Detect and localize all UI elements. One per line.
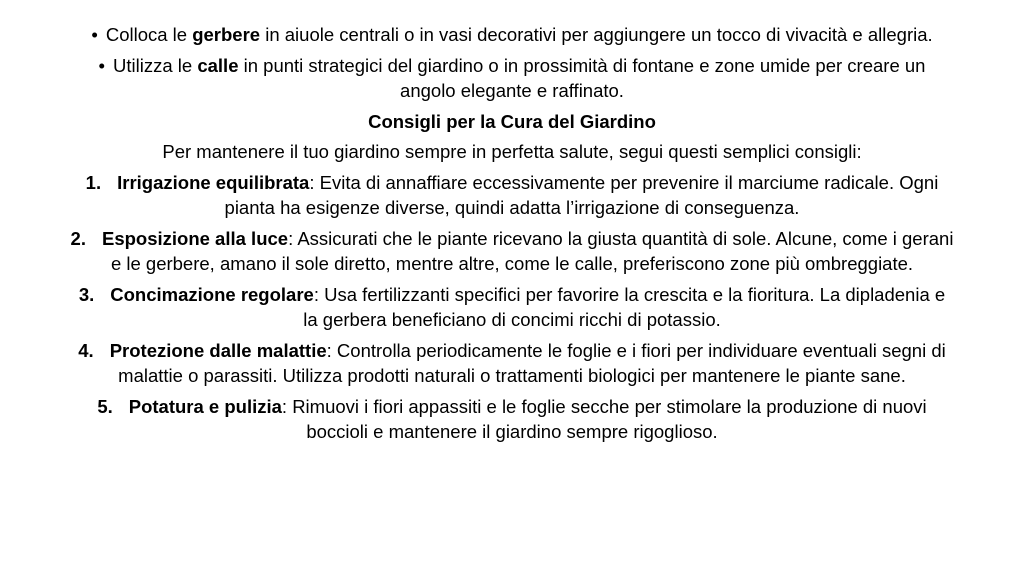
- tip-item-4: [70, 338, 954, 388]
- bullet-text-before: Colloca le: [105, 24, 193, 45]
- tip-number: 5.: [97, 396, 113, 417]
- bullet-text-before: Utilizza le: [113, 55, 198, 76]
- tip-item-2: [70, 226, 954, 276]
- tip-item-3: [70, 282, 954, 332]
- tip-item-5: [70, 394, 954, 444]
- tip-item-1: [70, 170, 954, 220]
- bullet-marker: •: [91, 24, 98, 45]
- tip-number: 2.: [70, 228, 86, 249]
- section-title: [70, 109, 954, 134]
- tip-number: 4.: [78, 340, 94, 361]
- bullet-marker: •: [98, 55, 106, 76]
- tip-number: 1.: [85, 172, 102, 193]
- tip-text: : Assicurati che le piante ricevano la giusta quantità di sole. Alcune, come i gerani e le gerbere, amano il sole diretto, mentre altre, come le calle, preferiscono zone più ombreggiate.: [110, 228, 954, 274]
- intro-text: Per mantenere il tuo giardino sempre in perfetta salute, segui questi semplici consigli:: [162, 141, 862, 162]
- tip-text: : Usa fertilizzanti specifici per favorire la crescita e la fioritura. La dipladenia e la gerbera beneficiano di concimi ricchi di potassio.: [303, 284, 946, 330]
- bullet-text-after: in aiuole centrali o in vasi decorativi per aggiungere un tocco di vivacità e allegria.: [260, 24, 933, 45]
- tip-title: Esposizione alla luce: [101, 228, 289, 249]
- bullet-item-gerbere: [70, 22, 954, 47]
- section-title-text: Consigli per la Cura del Giardino: [368, 111, 656, 132]
- bullet-bold-term: calle: [197, 55, 239, 76]
- tip-number: 3.: [78, 284, 95, 305]
- tip-text: : Controlla periodicamente le foglie e i fiori per individuare eventuali segni di malattie o parassiti. Utilizza prodotti naturali o trattamenti biologici per mantenere le piante sane.: [118, 340, 946, 386]
- bullet-item-calle: [70, 53, 954, 103]
- bullet-bold-term: gerbere: [192, 24, 261, 45]
- tip-title: Protezione dalle malattie: [109, 340, 327, 361]
- tip-title: Irrigazione equilibrata: [117, 172, 310, 193]
- tip-text: : Evita di annaffiare eccessivamente per prevenire il marciume radicale. Ogni pianta ha esigenze diverse, quindi adatta l’irrigazione di conseguenza.: [224, 172, 939, 218]
- tip-title: Potatura e pulizia: [128, 396, 282, 417]
- tip-title: Concimazione regolare: [110, 284, 314, 305]
- tip-text: : Rimuovi i fiori appassiti e le foglie secche per stimolare la produzione di nuovi boccioli e mantenere il giardino sempre rigoglioso.: [281, 396, 927, 442]
- bullet-text-after: in punti strategici del giardino o in prossimità di fontane e zone umide per creare un angolo elegante e raffinato.: [238, 55, 926, 101]
